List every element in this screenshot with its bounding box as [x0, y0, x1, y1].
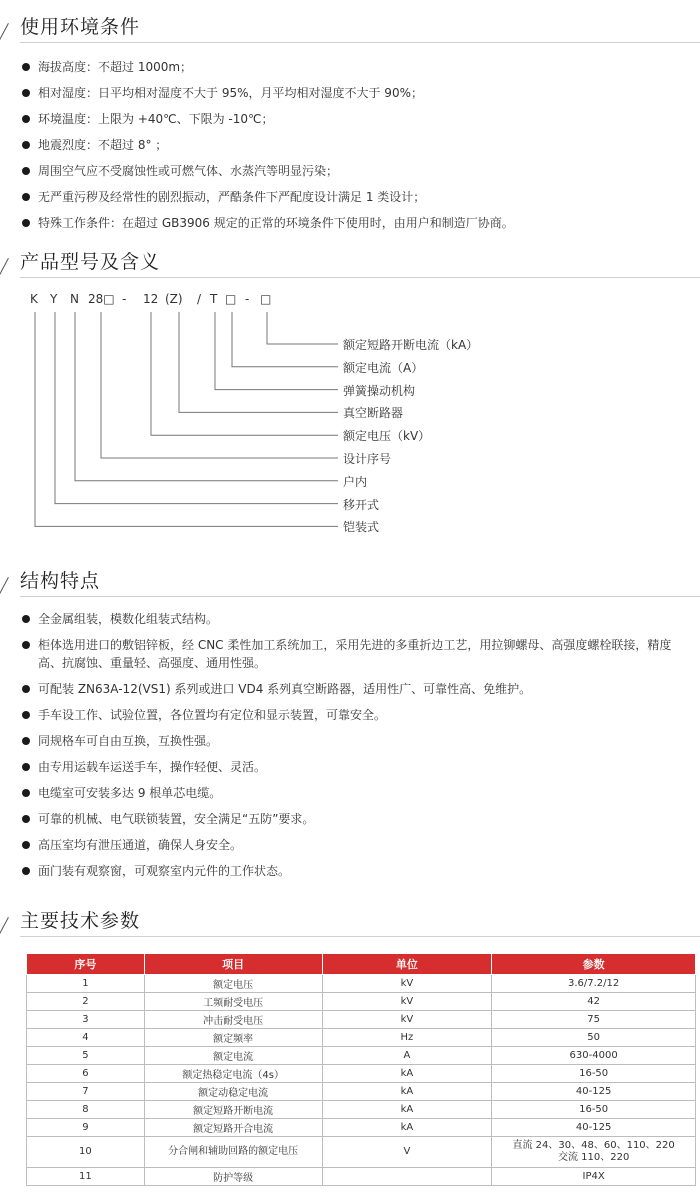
- table-cell: 额定频率: [144, 1029, 322, 1047]
- table-cell: 16-50: [492, 1101, 696, 1119]
- table-cell: 额定短路开合电流: [144, 1119, 322, 1137]
- bullet-icon: [22, 167, 30, 175]
- struct-item: [20, 810, 692, 828]
- table-row: [27, 1011, 696, 1029]
- model-code-part: /: [197, 292, 202, 306]
- bullet-icon: [22, 63, 30, 71]
- list-item-text: 同规格车可自由互换，互换性强。: [38, 734, 219, 748]
- header-slash: [0, 23, 9, 43]
- table-cell: 630-4000: [492, 1047, 696, 1065]
- model-diagram: [0, 284, 700, 544]
- table-row: [27, 1047, 696, 1065]
- table-cell: 50: [492, 1029, 696, 1047]
- list-item-text: 面门装有观察窗，可观察室内元件的工作状态。: [38, 864, 291, 878]
- struct-item: [20, 758, 692, 776]
- table-cell: 分合闸和辅助回路的额定电压: [144, 1137, 322, 1168]
- table-cell: 1: [27, 975, 145, 993]
- model-code-part: N: [70, 292, 79, 306]
- model-code-part: □: [225, 292, 237, 306]
- list-item-text: 环境温度：上限为 +40℃、下限为 -10℃；: [38, 112, 274, 126]
- table-row: [27, 1065, 696, 1083]
- table-cell: 11: [27, 1168, 145, 1186]
- divider: [20, 936, 700, 937]
- table-cell: 额定电流: [144, 1047, 322, 1065]
- model-code-part: -: [245, 292, 250, 306]
- table-cell: 防护等级: [144, 1168, 322, 1186]
- list-item-text: 由专用运载车运送手车，操作轻便、灵活。: [38, 760, 267, 774]
- model-legend-label: 设计序号: [343, 452, 392, 466]
- model-leader-line: [75, 312, 338, 481]
- table-cell: 4: [27, 1029, 145, 1047]
- bullet-icon: [22, 841, 30, 849]
- table-cell: 16-50: [492, 1065, 696, 1083]
- bullet-icon: [22, 815, 30, 823]
- table-cell: kV: [322, 993, 492, 1011]
- divider: [20, 277, 700, 278]
- model-leader-line: [55, 312, 338, 504]
- list-item-text: 全金属组装，模数化组装式结构。: [38, 612, 219, 626]
- section-header-struct: [0, 566, 700, 598]
- table-row: [27, 1137, 696, 1168]
- table-header-cell: 项目: [144, 954, 322, 975]
- table-row: [27, 1168, 696, 1186]
- section-header-env: [0, 12, 700, 44]
- struct-item: [20, 732, 692, 750]
- bullet-icon: [22, 219, 30, 227]
- table-cell: 直流 24、30、48、60、110、220 交流 110、220: [492, 1137, 696, 1168]
- list-item-text: 电缆室可安装多达 9 根单芯电缆。: [38, 786, 222, 800]
- model-code-part: (Z): [165, 292, 183, 306]
- table-cell: Hz: [322, 1029, 492, 1047]
- section-title: 使用环境条件: [20, 16, 141, 38]
- table-cell: 额定短路开断电流: [144, 1101, 322, 1119]
- bullet-icon: [22, 193, 30, 201]
- bullet-icon: [22, 737, 30, 745]
- env-item: [20, 136, 692, 162]
- section-title: 产品型号及含义: [20, 251, 161, 273]
- table-header-cell: 序号: [27, 954, 145, 975]
- struct-item: [20, 610, 692, 628]
- bullet-icon: [22, 711, 30, 719]
- struct-item: [20, 636, 692, 672]
- model-code-part: Y: [50, 292, 58, 306]
- table-row: [27, 1119, 696, 1137]
- table-cell: V: [322, 1137, 492, 1168]
- divider: [20, 596, 700, 597]
- env-item: [20, 188, 692, 214]
- env-list: [20, 58, 692, 240]
- list-item-text: 海拔高度：不超过 1000m；: [38, 60, 193, 74]
- model-code-part: T: [210, 292, 218, 306]
- section-header-params: [0, 906, 700, 938]
- table-header-cell: 参数: [492, 954, 696, 975]
- model-leader-line: [267, 312, 338, 344]
- struct-item: [20, 862, 692, 880]
- params-table: [26, 953, 696, 1186]
- list-item-text: 特殊工作条件：在超过 GB3906 规定的正常的环境条件下使用时，由用户和制造厂协商。: [38, 216, 514, 230]
- bullet-icon: [22, 641, 30, 649]
- table-cell: kV: [322, 1011, 492, 1029]
- header-slash: [0, 258, 9, 278]
- model-legend-label: 弹簧操动机构: [343, 383, 416, 398]
- bullet-icon: [22, 115, 30, 123]
- model-legend-label: 铠装式: [343, 520, 380, 535]
- model-leader-line: [101, 312, 338, 458]
- model-leader-line: [232, 312, 338, 367]
- table-cell: 额定动稳定电流: [144, 1083, 322, 1101]
- list-item-text: 地震烈度：不超过 8° ；: [38, 138, 168, 152]
- env-item: [20, 84, 692, 110]
- env-item: [20, 58, 692, 84]
- list-item-text: 可靠的机械、电气联锁装置，安全满足“五防”要求。: [38, 812, 315, 826]
- model-legend-label: 户内: [343, 474, 368, 489]
- model-legend-label: 额定电流（A）: [343, 360, 424, 375]
- env-item: [20, 162, 692, 188]
- table-cell: 10: [27, 1137, 145, 1168]
- struct-list: [20, 610, 692, 888]
- bullet-icon: [22, 685, 30, 693]
- model-code-part: K: [30, 292, 38, 306]
- table-cell: 冲击耐受电压: [144, 1011, 322, 1029]
- table-cell: 6: [27, 1065, 145, 1083]
- table-cell: 3: [27, 1011, 145, 1029]
- model-code-part: 12: [143, 292, 159, 306]
- env-item: [20, 214, 692, 240]
- table-cell: kV: [322, 975, 492, 993]
- list-item-text: 手车设工作、试验位置，各位置均有定位和显示装置，可靠安全。: [38, 708, 387, 722]
- table-header-cell: 单位: [322, 954, 492, 975]
- bullet-icon: [22, 867, 30, 875]
- table-cell: kA: [322, 1119, 492, 1137]
- section-header-model: [0, 247, 700, 279]
- list-item-text: 可配装 ZN63A-12(VS1) 系列或进口 VD4 系列真空断路器，适用性广、可靠性高、免维护。: [38, 682, 532, 696]
- model-code-part: □: [260, 292, 272, 306]
- bullet-icon: [22, 789, 30, 797]
- table-row: [27, 1101, 696, 1119]
- bullet-icon: [22, 141, 30, 149]
- table-cell: 额定电压: [144, 975, 322, 993]
- table-cell: 75: [492, 1011, 696, 1029]
- table-cell: 7: [27, 1083, 145, 1101]
- struct-item: [20, 836, 692, 854]
- bullet-icon: [22, 89, 30, 97]
- table-row: [27, 993, 696, 1011]
- bullet-icon: [22, 763, 30, 771]
- table-row: [27, 1083, 696, 1101]
- model-legend-label: 额定电压（kV）: [343, 429, 431, 444]
- table-cell: kA: [322, 1065, 492, 1083]
- list-item-text: 相对湿度：日平均相对湿度不大于 95%，月平均相对湿度不大于 90%；: [38, 86, 423, 100]
- header-slash: [0, 917, 9, 937]
- bullet-icon: [22, 615, 30, 623]
- table-cell: 3.6/7.2/12: [492, 975, 696, 993]
- list-item-text: 高压室均有泄压通道，确保人身安全。: [38, 838, 243, 852]
- table-cell: kA: [322, 1101, 492, 1119]
- env-item: [20, 110, 692, 136]
- model-legend-label: 额定短路开断电流（kA）: [343, 338, 479, 352]
- model-legend-label: 真空断路器: [343, 406, 404, 421]
- table-row: [27, 975, 696, 993]
- divider: [20, 42, 700, 43]
- table-cell: kA: [322, 1083, 492, 1101]
- list-item-text: 周围空气应不受腐蚀性或可燃气体、水蒸汽等明显污染；: [38, 164, 339, 178]
- table-cell: A: [322, 1047, 492, 1065]
- table-cell: 40-125: [492, 1083, 696, 1101]
- model-leader-line: [179, 312, 338, 412]
- struct-item: [20, 706, 692, 724]
- table-cell: 额定热稳定电流（4s）: [144, 1065, 322, 1083]
- model-leader-line: [215, 312, 338, 390]
- table-cell: IP4X: [492, 1168, 696, 1186]
- header-slash: [0, 577, 9, 597]
- model-code-part: 28□: [88, 292, 115, 306]
- section-title: 结构特点: [20, 570, 101, 592]
- table-cell: 42: [492, 993, 696, 1011]
- model-code-part: -: [122, 292, 127, 306]
- table-cell: 9: [27, 1119, 145, 1137]
- list-item-text: 无严重污秽及经常性的剧烈振动，严酷条件下严配度设计满足 1 类设计；: [38, 190, 426, 204]
- table-cell: 2: [27, 993, 145, 1011]
- list-item-text: 柜体选用进口的敷铝锌板，经 CNC 柔性加工系统加工，采用先进的多重折边工艺，用拉铆螺母、高强度螺栓联接，精度高、抗腐蚀、重量轻、高强度、通用性强。: [38, 638, 672, 670]
- struct-item: [20, 680, 692, 698]
- struct-item: [20, 784, 692, 802]
- model-legend-label: 移开式: [343, 497, 380, 512]
- table-cell: [322, 1168, 492, 1186]
- table-cell: 工频耐受电压: [144, 993, 322, 1011]
- table-cell: 40-125: [492, 1119, 696, 1137]
- table-cell: 5: [27, 1047, 145, 1065]
- section-title: 主要技术参数: [20, 910, 141, 932]
- table-row: [27, 1029, 696, 1047]
- table-cell: 8: [27, 1101, 145, 1119]
